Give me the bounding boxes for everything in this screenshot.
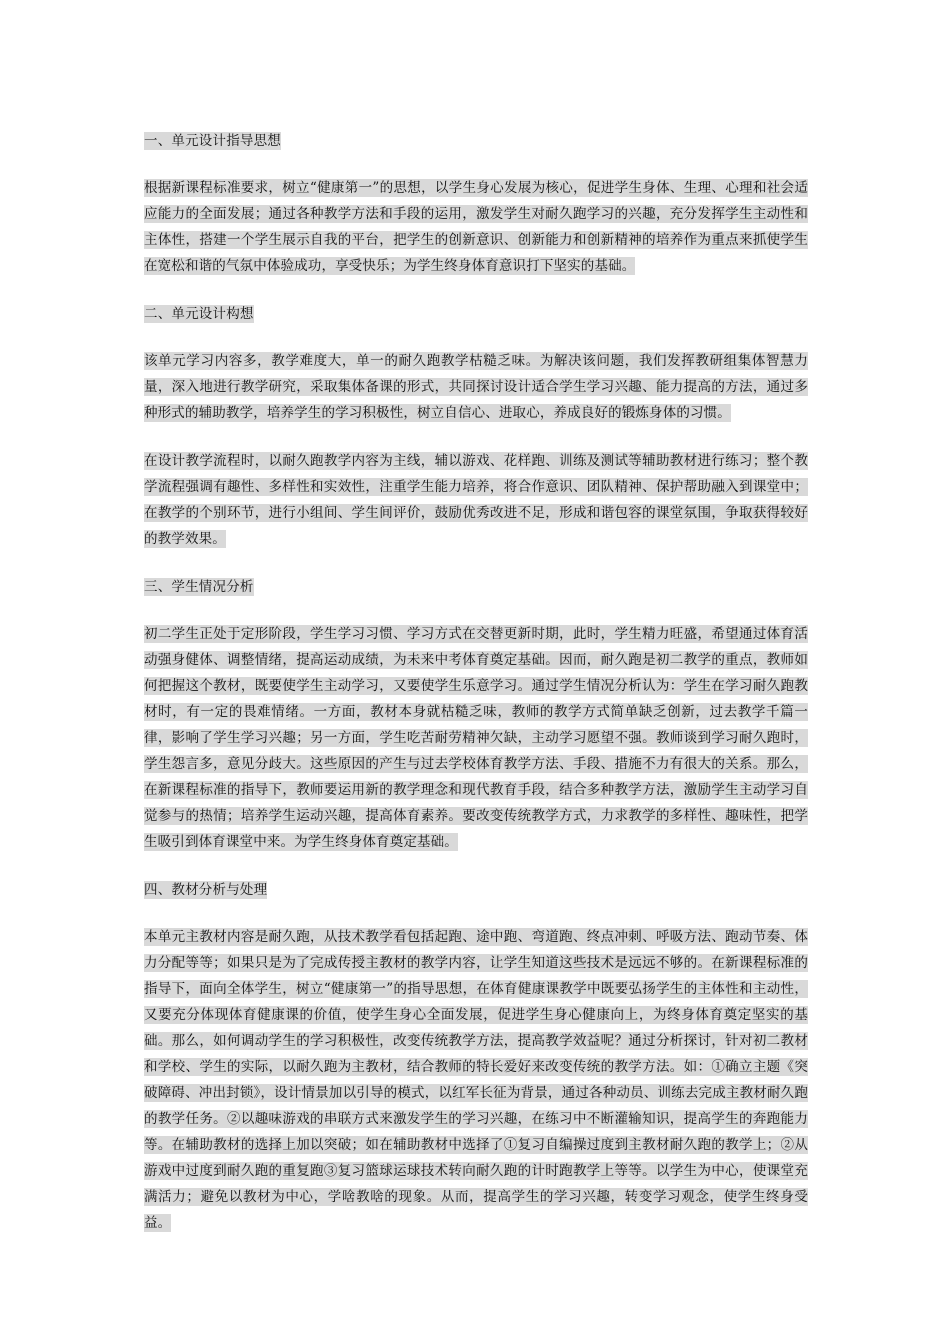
section-4-paragraph-1	[144, 924, 808, 1236]
section-3-paragraph-1	[144, 621, 808, 855]
paragraph-text: 该单元学习内容多，教学难度大，单一的耐久跑教学枯糙乏味。为解决该问题，我们发挥教研组集体智慧力量，深入地进行教学研究，采取集体备课的形式，共同探讨设计适合学生学习兴趣、能力提高的方法，通过多种形式的辅助教学，培养学生的学习积极性，树立自信心、进取心，养成良好的锻炼身体的习惯。	[144, 353, 808, 421]
section-1-paragraph-1	[144, 175, 808, 279]
section-heading-4	[144, 877, 808, 903]
section-heading-1	[144, 128, 808, 154]
heading-text: 一、单元设计指导思想	[144, 133, 281, 149]
section-heading-3	[144, 574, 808, 600]
heading-text: 二、单元设计构想	[144, 306, 254, 322]
section-heading-2	[144, 301, 808, 327]
paragraph-text: 根据新课程标准要求，树立“健康第一”的思想，以学生身心发展为核心，促进学生身体、生理、心理和社会适应能力的全面发展；通过各种教学方法和手段的运用，激发学生对耐久跑学习的兴趣，充分发挥学生主动性和主体性，搭建一个学生展示自我的平台，把学生的创新意识、创新能力和创新精神的培养作为重点来抓使学生在宽松和谐的气氛中体验成功，享受快乐；为学生终身体育意识打下坚实的基础。	[144, 180, 808, 274]
paragraph-text: 在设计教学流程时，以耐久跑教学内容为主线，辅以游戏、花样跑、训练及测试等辅助教材进行练习；整个教学流程强调有趣性、多样性和实效性，注重学生能力培养，将合作意识、团队精神、保护帮助融入到课堂中；在教学的个别环节，进行小组间、学生间评价，鼓励优秀改进不足，形成和谐包容的课堂氛围，争取获得较好的教学效果。	[144, 453, 808, 547]
paragraph-text: 本单元主教材内容是耐久跑，从技术教学看包括起跑、途中跑、弯道跑、终点冲刺、呼吸方法、跑动节奏、体力分配等等；如果只是为了完成传授主教材的教学内容，让学生知道这些技术是远远不够的。在新课程标准的指导下，面向全体学生，树立“健康第一”的指导思想，在体育健康课教学中既要弘扬学生的主体性和主动性，又要充分体现体育健康课的价值，使学生身心全面发展，促进学生身心健康向上，为终身体育奠定坚实的基础。那么，如何调动学生的学习积极性，改变传统教学方法，提高教学效益呢？通过分析探讨，针对初二教材和学校、学生的实际，以耐久跑为主教材，结合教师的特长爱好来改变传统的教学方法。如：①确立主题《突破障碍、冲出封锁》，设计情景加以引导的模式，以红军长征为背景，通过各种动员、训练去完成主教材耐久跑的教学任务。②以趣味游戏的串联方式来激发学生的学习兴趣，在练习中不断灌输知识，提高学生的奔跑能力等。在辅助教材的选择上加以突破；如在辅助教材中选择了①复习自编操过度到主教材耐久跑的教学上；②从游戏中过度到耐久跑的重复跑③复习篮球运球技术转向耐久跑的计时跑教学上等等。以学生为中心，使课堂充满活力；避免以教材为中心，学啥教啥的现象。从而，提高学生的学习兴趣，转变学习观念，使学生终身受益。	[144, 929, 808, 1231]
heading-text: 三、学生情况分析	[144, 579, 254, 595]
heading-text: 四、教材分析与处理	[144, 882, 268, 898]
paragraph-text: 初二学生正处于定形阶段，学生学习习惯、学习方式在交替更新时期，此时，学生精力旺盛，希望通过体育活动强身健体、调整情绪，提高运动成绩，为未来中考体育奠定基础。因而，耐久跑是初二教学的重点，教师如何把握这个教材，既要使学生主动学习，又要使学生乐意学习。通过学生情况分析认为：学生在学习耐久跑教材时，有一定的畏难情绪。一方面，教材本身就枯糙乏味，教师的教学方式简单缺乏创新，过去教学千篇一律，影响了学生学习兴趣；另一方面，学生吃苦耐劳精神欠缺，主动学习愿望不强。教师谈到学习耐久跑时，学生怨言多，意见分歧大。这些原因的产生与过去学校体育教学方法、手段、措施不力有很大的关系。那么，在新课程标准的指导下，教师要运用新的教学理念和现代教育手段，结合多种教学方法，激励学生主动学习自觉参与的热情；培养学生运动兴趣，提高体育素养。要改变传统教学方式，力求教学的多样性、趣味性，把学生吸引到体育课堂中来。为学生终身体育奠定基础。	[144, 626, 808, 850]
document-page	[144, 128, 808, 1258]
section-2-paragraph-2	[144, 448, 808, 552]
section-2-paragraph-1	[144, 348, 808, 426]
